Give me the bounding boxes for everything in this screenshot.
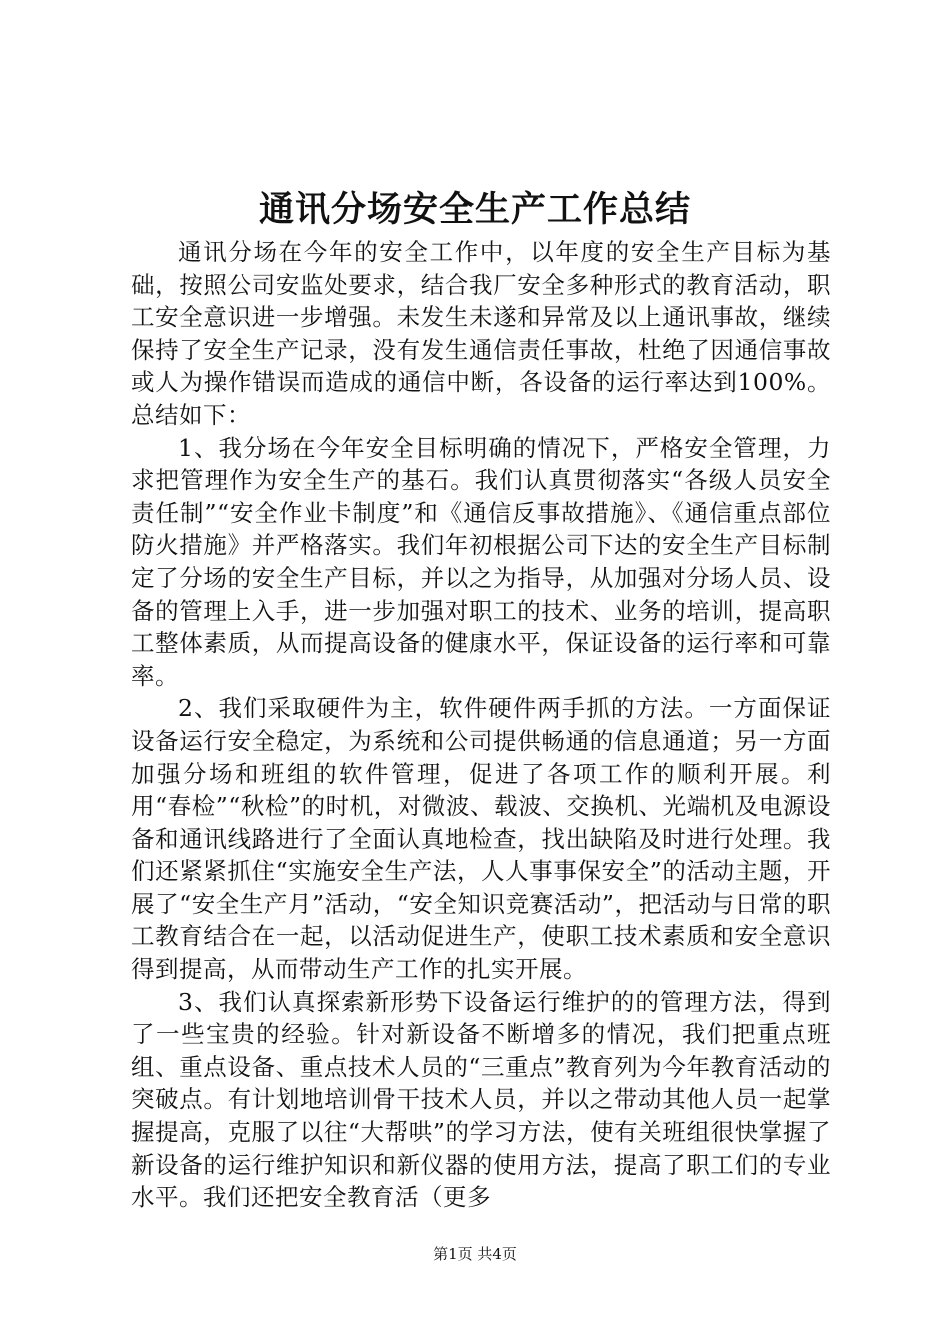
paragraph-intro: 通讯分场在今年的安全工作中，以年度的安全生产目标为基础，按照公司安监处要求，结合我厂安全多种形式的教育活动，职工安全意识进一步增强。未发生未遂和异常及以上通讯事故，继续保持了安全生产记录，没有发生通信责任事故，杜绝了因通信事故或人为操作错误而造成的通信中断，各设备的运行率达到100%。总结如下：	[131, 238, 831, 429]
document-title: 通讯分场安全生产工作总结	[258, 189, 691, 230]
paragraph-item-3: 3、我们认真探索新形势下设备运行维护的的管理方法，得到了一些宝贵的经验。针对新设备不断增多的情况，我们把重点班组、重点设备、重点技术人员的“三重点”教育列为今年教育活动的突破点。有计划地培训骨干技术人员，并以之带动其他人员一起掌握提高，克服了以往“大帮哄”的学习方法，使有关班组很快掌握了新设备的运行维护知识和新仪器的使用方法，提高了职工们的专业水平。我们还把安全教育活（更多	[131, 987, 831, 1212]
paragraph-item-2: 2、我们采取硬件为主，软件硬件两手抓的方法。一方面保证设备运行安全稳定，为系统和公司提供畅通的信息通道；另一方面加强分场和班组的软件管理，促进了各项工作的顺利开展。利用“春检”“秋检”的时机，对微波、载波、交换机、光端机及电源设备和通讯线路进行了全面认真地检查，找出缺陷及时进行处理。我们还紧紧抓住“实施安全生产法，人人事事保安全”的活动主题，开展了“安全生产月”活动，“安全知识竞赛活动”，把活动与日常的职工教育结合在一起，以活动促进生产，使职工技术素质和安全意识得到提高，从而带动生产工作的扎实开展。	[131, 694, 831, 984]
document-body	[131, 236, 831, 1214]
paragraph-item-1: 1、我分场在今年安全目标明确的情况下，严格安全管理，力求把管理作为安全生产的基石。我们认真贯彻落实“各级人员安全责任制”“安全作业卡制度”和《通信反事故措施》、《通信重点部位防火措施》并严格落实。我们年初根据公司下达的安全生产目标制定了分场的安全生产目标，并以之为指导，从加强对分场人员、设备的管理上入手，进一步加强对职工的技术、业务的培训，提高职工整体素质，从而提高设备的健康水平，保证设备的运行率和可靠率。	[131, 433, 831, 690]
page-number-footer: 第1页 共4页	[433, 1245, 517, 1263]
